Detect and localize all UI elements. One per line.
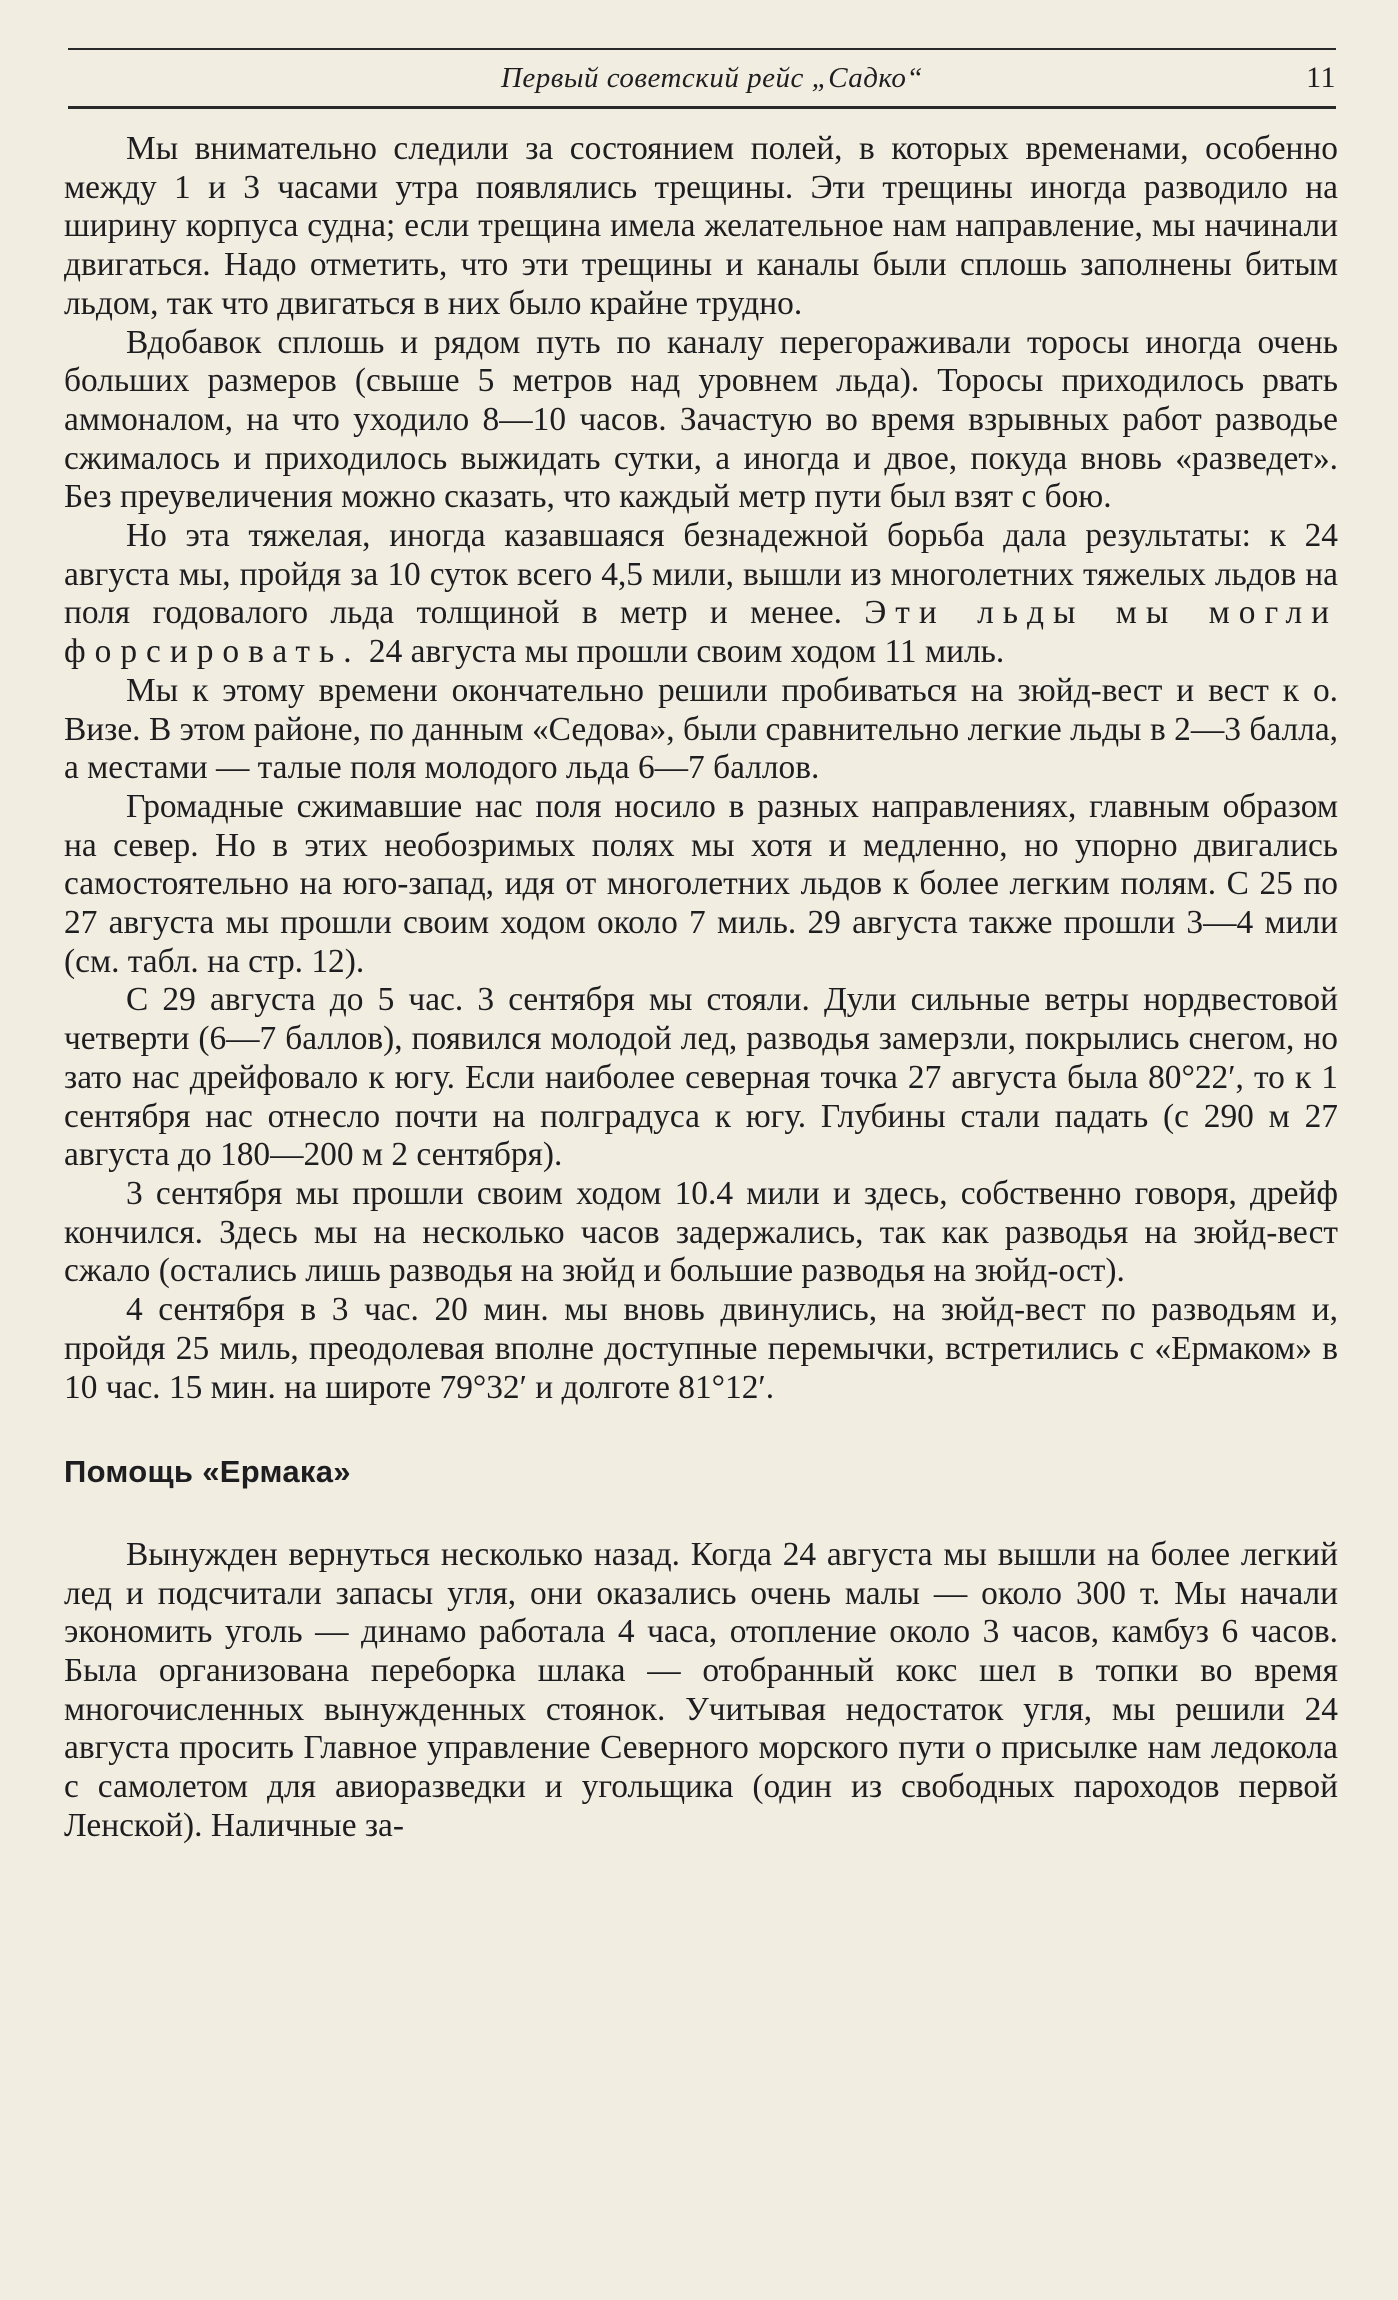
paragraph-4: Мы к этому времени окончательно решили пробиваться на зюйд-вест и вест к о. Визе. В этом районе, по данным «Седова», были сравнительно легкие льды в 2—3 балла, а местами — талые поля молодого льда 6—7 баллов. [64,671,1338,787]
paragraph-1: Мы внимательно следили за состоянием полей, в которых временами, особенно между 1 и 3 часами утра появлялись трещины. Эти трещины иногда разводило на ширину корпуса судна; если трещина имела желательное нам направление, мы начинали двигаться. Надо отметить, что эти трещины и каналы были сплошь заполнены битым льдом, так что двигаться в них было крайне трудно. [64,130,1338,322]
paragraph-5: Громадные сжимавшие нас поля носило в разных направлениях, главным образом на север. Но в этих необозримых полях мы хотя и медленно, но упорно двигались самостоятельно на юго-запад, идя от многолетних льдов к более легким полям. С 25 по 27 августа мы прошли своим ходом около 7 миль. 29 августа также прошли 3—4 мили (см. табл. на стр. 12). [64,787,1338,980]
running-header [68,48,1336,109]
paragraph-6: С 29 августа до 5 час. 3 сентября мы стояли. Дули сильные ветры нордвестовой четверти (6—7 баллов), появился молодой лед, разводья замерзли, покрылись снегом, но зато нас дрейфовало к югу. Если наиболее северная точка 27 августа была 80°22′, то к 1 сентября нас отнесло почти на полградуса к югу. Глубины стали падать (с 290 м 27 августа до 180—200 м 2 сентября). [64,981,1338,1174]
paragraph-3 [64,517,1338,672]
section-heading: Помощь «Ермака» [64,1454,351,1490]
paragraph-3-start: Но эта тяжелая, иногда казавшаяся безнадежной борьба дала результаты: к 24 августа мы, пройдя за 10 суток всего 4,5 мили, вышли из многолетних тяжелых льдов на поля годовалого льда толщиной в метр и менее. [64,517,1338,632]
paragraph-2: Вдобавок сплошь и рядом путь по каналу перегораживали торосы иногда очень больших размеров (свыше 5 метров над уровнем льда). Торосы приходилось рвать аммоналом, на что уходило 8—10 часов. Зачастую во время взрывных работ разводье сжималось и приходилось выжидать сутки, а иногда и двое, покуда вновь «разведет». Без преувеличения можно сказать, что каждый метр пути был взят с бою. [64,323,1338,516]
body-text [64,130,1338,1846]
emphasized-text: Эти льды мы могли форсировать. [64,594,1338,671]
paragraph-7: 3 сентября мы прошли своим ходом 10.4 мили и здесь, собственно говоря, дрейф кончился. Здесь мы на несколько часов задержались, так как разводья на зюйд-вест сжало (остались лишь разводья на зюйд и большие разводья на зюйд-ост). [64,1174,1338,1290]
paragraph-3-end: 24 августа мы прошли своим ходом 11 миль. [368,633,1005,671]
running-title: Первый советский рейс „Садко“ [500,61,924,94]
page-number: 11 [1306,61,1336,94]
paragraph-8: 4 сентября в 3 час. 20 мин. мы вновь двинулись, на зюйд-вест по разводьям и, пройдя 25 миль, преодолевая вполне доступные перемычки, встретились с «Ермаком» в 10 час. 15 мин. на широте 79°32′ и долготе 81°12′. [64,1291,1338,1406]
section-paragraph: Вынужден вернуться несколько назад. Когда 24 августа мы вышли на более легкий лед и подсчитали запасы угля, они оказались очень малы — около 300 т. Мы начали экономить уголь — динамо работала 4 часа, отопление около 3 часов, камбуз 6 часов. Была организована переборка шлака — отобранный кокс шел в топки во время многочисленных вынужденных стоянок. Учитывая недостаток угля, мы решили 24 августа просить Главное управление Северного морского пути о присылке нам ледокола с самолетом для авиоразведки и угольщика (один из свободных пароходов первой Ленской). Наличные за- [64,1535,1338,1844]
